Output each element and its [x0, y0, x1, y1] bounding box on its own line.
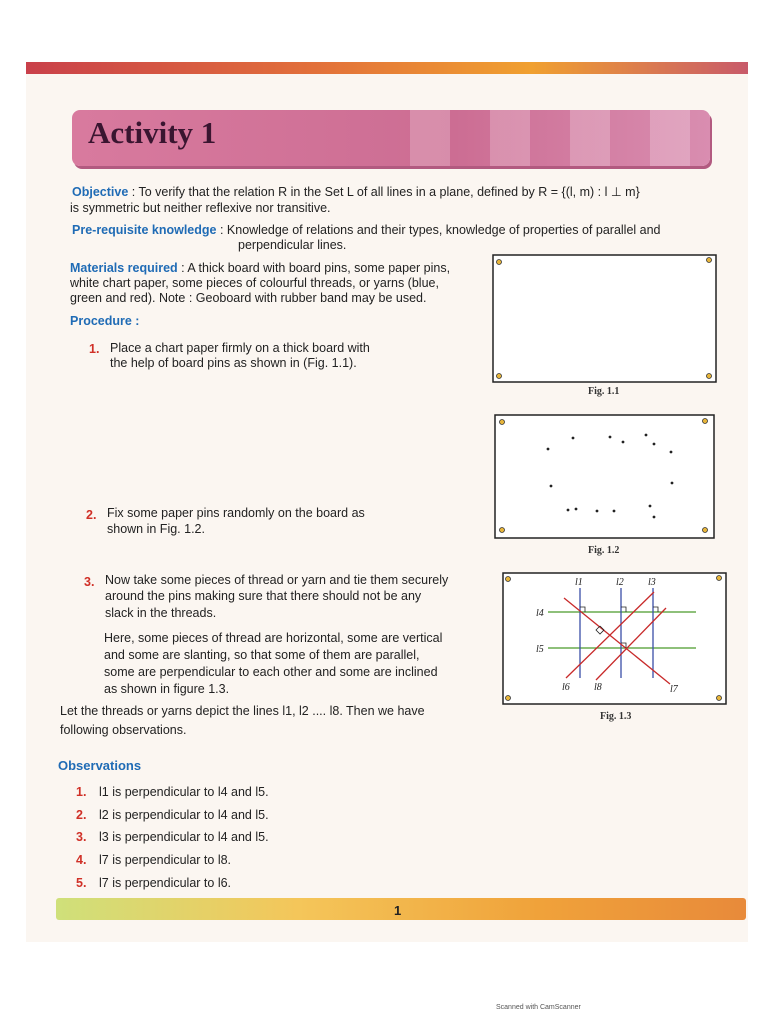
- step-3-line-2: around the pins making sure that there should not be any: [105, 589, 422, 603]
- fig3-label-l2: l2: [616, 577, 624, 588]
- obs-1-text: l1 is perpendicular to l4 and l5.: [99, 785, 269, 799]
- procedure-label: Procedure :: [70, 314, 140, 328]
- scanner-watermark: Scanned with CamScanner: [496, 1004, 581, 1011]
- step-3-line-1: Now take some pieces of thread or yarn and tie them securely: [105, 573, 449, 587]
- figure-1-3: [500, 570, 730, 708]
- fig3-label-l6: l6: [562, 682, 570, 693]
- fig3-label-l1: l1: [575, 577, 583, 588]
- obs-5-text: l7 is perpendicular to l6.: [99, 876, 232, 890]
- fig3-label-l8: l8: [594, 682, 602, 693]
- step-1-line-1: Place a chart paper firmly on a thick board with: [110, 341, 370, 355]
- obs-2-text: l2 is perpendicular to l4 and l5.: [99, 808, 269, 822]
- fig-1-2-caption: Fig. 1.2: [588, 545, 620, 556]
- obs-2-number: 2.: [76, 808, 87, 822]
- objective-line-1: [72, 184, 712, 200]
- materials-line-1: [70, 260, 490, 276]
- fig3-label-l3: l3: [648, 577, 656, 588]
- page-title: Activity 1: [88, 115, 217, 150]
- obs-5-number: 5.: [76, 876, 87, 890]
- page-number: 1: [394, 903, 402, 918]
- materials-text: : A thick board with board pins, some paper pins,: [177, 261, 451, 275]
- top-color-strip: [26, 62, 748, 74]
- fig3-label-l4: l4: [536, 608, 544, 619]
- para3-line-1: Here, some pieces of thread are horizontal, some are vertical: [104, 631, 443, 645]
- materials-line-2: white chart paper, some pieces of colourful threads, or yarns (blue,: [70, 276, 439, 290]
- prereq-text: : Knowledge of relations and their types, knowledge of properties of parallel and: [216, 223, 661, 237]
- obs-1-number: 1.: [76, 785, 87, 799]
- obs-4-text: l7 is perpendicular to l8.: [99, 853, 232, 867]
- obs-4-number: 4.: [76, 853, 87, 867]
- activity-banner: [72, 110, 710, 166]
- step-2-number: 2.: [86, 508, 97, 522]
- objective-text: : To verify that the relation R in the Set L of all lines in a plane, defined by R = {(l, m) : l ⊥ m}: [128, 185, 640, 199]
- prereq-line-1: [72, 222, 722, 238]
- para3-line-3: some are perpendicular to each other and some are inclined: [104, 665, 438, 679]
- fig-1-3-caption: Fig. 1.3: [600, 711, 632, 722]
- materials-label: Materials required: [70, 261, 178, 275]
- let-line-2: following observations.: [60, 723, 187, 737]
- step-2-line-1: Fix some paper pins randomly on the board as: [107, 506, 365, 520]
- observations-label: Observations: [58, 758, 142, 773]
- step-1-line-2: the help of board pins as shown in (Fig. 1.1).: [110, 356, 357, 370]
- step-3-line-3: slack in the threads.: [105, 606, 217, 620]
- step-3-number: 3.: [84, 575, 95, 589]
- objective-line-2: is symmetric but neither reflexive nor transitive.: [70, 201, 331, 215]
- para3-line-4: as shown in figure 1.3.: [104, 682, 230, 696]
- banner-pattern: [410, 110, 700, 166]
- obs-3-number: 3.: [76, 830, 87, 844]
- prereq-line-2: perpendicular lines.: [238, 238, 347, 252]
- fig3-label-l7: l7: [670, 684, 678, 695]
- prereq-label: Pre-requisite knowledge: [72, 223, 217, 237]
- step-1-number: 1.: [89, 342, 100, 356]
- fig3-label-l5: l5: [536, 644, 544, 655]
- let-line-1: Let the threads or yarns depict the lines l1, l2 .... l8. Then we have: [60, 704, 425, 718]
- step-2-line-2: shown in Fig. 1.2.: [107, 522, 205, 536]
- objective-label: Objective: [72, 185, 129, 199]
- fig-1-1-caption: Fig. 1.1: [588, 386, 620, 397]
- para3-line-2: and some are slanting, so that some of them are parallel,: [104, 648, 420, 662]
- figure-1-1: [490, 252, 720, 386]
- obs-3-text: l3 is perpendicular to l4 and l5.: [99, 830, 269, 844]
- figure-1-2: [492, 412, 718, 542]
- materials-line-3: green and red). Note : Geoboard with rubber band may be used.: [70, 291, 427, 305]
